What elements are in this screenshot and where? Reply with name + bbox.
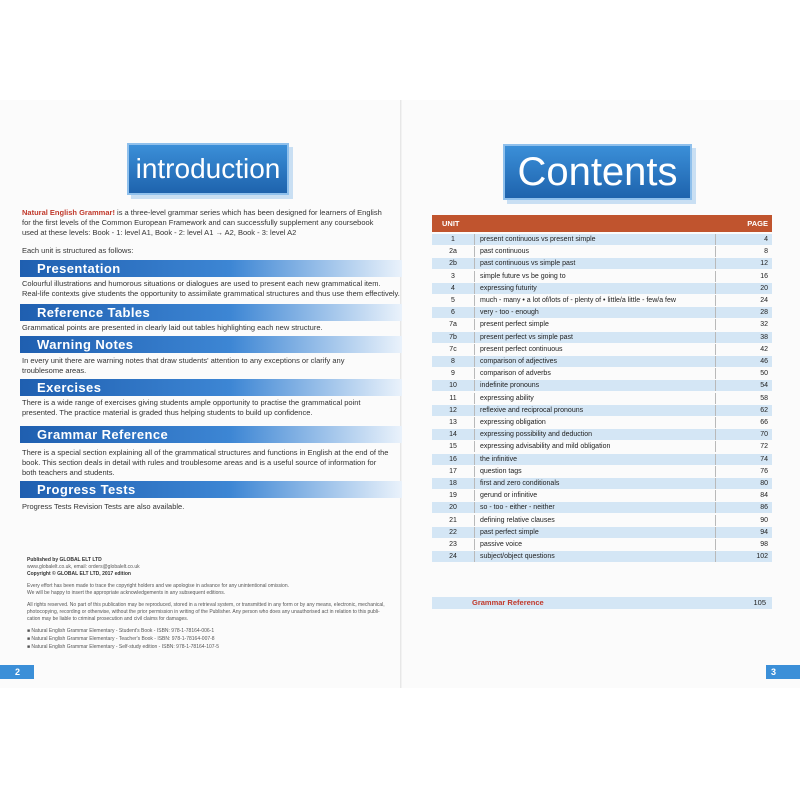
section-heading-warning-notes: Warning Notes — [20, 336, 402, 353]
toc-page: 32 — [760, 321, 768, 329]
section-text-presentation: Colourful illustrations and humorous situations or dialogues are used to present each new grammatical item. Real-life contexts give students the opportunity to assimilate grammatical structures and thus use them effectively. — [22, 279, 400, 298]
toc-topic: expressing futurity — [480, 284, 537, 292]
toc-row — [432, 271, 772, 282]
toc-page: 102 — [756, 553, 768, 561]
toc-row — [432, 393, 772, 404]
toc-topic: expressing advisability and mild obligation — [480, 443, 611, 451]
toc-topic: expressing possibility and deduction — [480, 431, 593, 439]
section-heading-presentation: Presentation — [20, 260, 402, 277]
toc-divider — [715, 307, 716, 318]
toc-row — [432, 405, 772, 416]
toc-unit: 19 — [449, 492, 457, 500]
toc-page: 70 — [760, 431, 768, 439]
toc-topic: gerund or infinitive — [480, 492, 538, 500]
toc-topic: present continuous vs present simple — [480, 236, 596, 243]
toc-row — [432, 539, 772, 550]
toc-topic: present perfect continuous — [480, 345, 563, 353]
toc-row — [432, 344, 772, 355]
section-heading-progress-tests: Progress Tests — [20, 481, 402, 498]
toc-row — [432, 234, 772, 245]
publisher-name: Published by GLOBAL ELT LTD — [27, 557, 102, 563]
toc-unit: 3 — [451, 272, 455, 280]
section-text-progress-tests: Progress Tests Revision Tests are also available. — [22, 502, 185, 511]
toc-row — [432, 490, 772, 501]
intro-line-1: is a three-level grammar series which has been designed for learners of English — [114, 208, 382, 217]
toc-topic: present perfect simple — [480, 321, 549, 329]
toc-unit: 24 — [449, 553, 457, 561]
toc-unit: 14 — [449, 431, 457, 439]
grammar-reference-page: 105 — [753, 598, 766, 607]
toc-row — [432, 258, 772, 269]
intro-line-2: for the first levels of the Common European Framework and can successfully supplement any coursebook — [22, 218, 374, 227]
toc-divider — [715, 539, 716, 550]
toc-topic: past continuous vs simple past — [480, 260, 576, 268]
toc-divider — [715, 332, 716, 343]
publisher-note-1: Every effort has been made to trace the copyright holders and we apologise in advance for any unintentional omission. — [27, 583, 290, 589]
publisher-note-2: We will be happy to insert the appropriate acknowledgements in any subsequent editions. — [27, 590, 226, 596]
toc-unit: 12 — [449, 406, 457, 414]
toc-unit: 18 — [449, 480, 457, 487]
toc-unit: 7b — [449, 333, 457, 341]
toc-unit: 10 — [449, 382, 457, 390]
toc-divider — [715, 246, 716, 257]
toc-page: 74 — [760, 455, 768, 463]
toc-unit: 5 — [451, 297, 455, 304]
publisher-web: www.globalelt.co.uk, email: orders@globalelt.co.uk — [27, 564, 140, 570]
section-text-grammar-reference: There is a special section explaining all of the grammatical structures and functions in English at the end of the book. This section deals in detail with rules and troublesome areas and is a useful source of information for both teachers and students. — [22, 448, 389, 477]
toc-row — [432, 515, 772, 526]
toc-divider — [474, 502, 475, 513]
toc-topic: question tags — [480, 467, 522, 475]
toc-topic: present perfect vs simple past — [480, 333, 573, 341]
toc-row — [432, 478, 772, 489]
toc-page: 58 — [760, 394, 768, 402]
toc-divider — [715, 454, 716, 465]
toc-row — [432, 429, 772, 440]
rights-line-2: photocopying, recording or otherwise, without the prior permission in writing of the Publisher. Any person who does any unauthorised act in relation to this publi- — [27, 609, 380, 615]
toc-divider — [474, 515, 475, 526]
toc-unit: 17 — [449, 467, 457, 475]
toc-topic: passive voice — [480, 541, 523, 548]
toc-divider — [715, 490, 716, 501]
toc-divider — [474, 405, 475, 416]
page-number-right: 3 — [766, 665, 800, 679]
toc-topic: indefinite pronouns — [480, 382, 540, 390]
toc-divider — [715, 344, 716, 355]
contents-title: Contents — [503, 144, 692, 200]
section-text-exercises: There is a wide range of exercises giving students ample opportunity to practise the grammatical point presented. The practice material is graded thus helping students to build up confidence. — [22, 398, 361, 417]
toc-page: 38 — [760, 333, 768, 341]
toc-divider — [715, 527, 716, 538]
toc-divider — [474, 332, 475, 343]
toc-row — [432, 527, 772, 538]
toc-divider — [715, 405, 716, 416]
toc-divider — [474, 356, 475, 367]
toc-divider — [474, 271, 475, 282]
toc-divider — [474, 344, 475, 355]
toc-page: 62 — [760, 406, 768, 414]
toc-row — [432, 307, 772, 318]
toc-page: 50 — [760, 370, 768, 378]
toc-page: 20 — [760, 284, 768, 292]
toc-unit: 23 — [449, 541, 457, 548]
section-heading-exercises: Exercises — [20, 379, 402, 396]
toc-page: 54 — [760, 382, 768, 390]
toc-unit: 13 — [449, 419, 457, 426]
toc-topic: past perfect simple — [480, 528, 539, 536]
toc-page: 94 — [760, 528, 768, 536]
structure-intro: Each unit is structured as follows: — [22, 246, 134, 255]
toc-page: 46 — [760, 358, 768, 365]
toc-row — [432, 502, 772, 513]
toc-unit: 4 — [451, 284, 455, 292]
toc-unit: 21 — [449, 516, 457, 524]
toc-page: 76 — [760, 467, 768, 475]
section-heading-grammar-reference: Grammar Reference — [20, 426, 402, 443]
toc-divider — [474, 490, 475, 501]
toc-row — [432, 283, 772, 294]
toc-divider — [474, 234, 475, 245]
toc-divider — [715, 429, 716, 440]
toc-row — [432, 356, 772, 367]
toc-unit: 2b — [449, 260, 457, 268]
toc-divider — [474, 551, 475, 562]
toc-divider — [715, 234, 716, 245]
toc-page: 86 — [760, 504, 768, 512]
toc-divider — [474, 429, 475, 440]
toc-unit: 15 — [449, 443, 457, 451]
toc-divider — [474, 283, 475, 294]
toc-row — [432, 380, 772, 391]
toc-page: 84 — [760, 492, 768, 500]
toc-header-unit: UNIT — [442, 219, 460, 228]
toc-topic: expressing ability — [480, 394, 534, 402]
toc-divider — [715, 368, 716, 379]
rights-line-1: All rights reserved. No part of this publication may be reproduced, stored in a retrieval system, or transmitted in any form or by any means, electronic, mechanical, — [27, 602, 385, 608]
toc-page: 98 — [760, 541, 768, 548]
toc-unit: 6 — [451, 309, 455, 317]
section-text-reference-tables: Grammatical points are presented in clearly laid out tables highlighting each new structure. — [22, 323, 323, 332]
section-heading-reference-tables: Reference Tables — [20, 304, 402, 321]
toc-row — [432, 441, 772, 452]
toc-page: 42 — [760, 345, 768, 353]
toc-unit: 16 — [449, 455, 457, 463]
toc-unit: 2a — [449, 248, 457, 256]
toc-topic: comparison of adjectives — [480, 358, 558, 365]
toc-topic: much - many • a lot of/lots of - plenty of • little/a little - few/a few — [480, 297, 676, 304]
toc-unit: 11 — [449, 394, 457, 402]
toc-divider — [715, 515, 716, 526]
toc-divider — [715, 258, 716, 269]
toc-divider — [715, 441, 716, 452]
toc-divider — [474, 307, 475, 318]
toc-divider — [715, 393, 716, 404]
toc-topic: the infinitive — [480, 455, 517, 463]
brand-name: Natural English Grammar! — [22, 208, 115, 217]
toc-divider — [474, 539, 475, 550]
toc-divider — [474, 368, 475, 379]
toc-divider — [474, 441, 475, 452]
toc-unit: 1 — [451, 236, 455, 243]
toc-divider — [715, 466, 716, 477]
toc-topic: defining relative clauses — [480, 516, 555, 524]
isbn-line-2: ■ Natural English Grammar Elementary - Teacher's Book - ISBN: 978-1-78164-007-8 — [27, 636, 215, 642]
toc-page: 4 — [764, 236, 768, 243]
toc-header-page: PAGE — [747, 219, 768, 228]
toc-divider — [715, 478, 716, 489]
toc-divider — [474, 319, 475, 330]
toc-header — [432, 215, 772, 232]
toc-topic: subject/object questions — [480, 553, 555, 561]
toc-divider — [474, 417, 475, 428]
toc-topic: expressing obligation — [480, 419, 546, 426]
toc-unit: 22 — [449, 528, 457, 536]
isbn-line-3: ■ Natural English Grammar Elementary - Self-study edition - ISBN: 978-1-78164-107-5 — [27, 644, 219, 650]
toc-topic: first and zero conditionals — [480, 480, 560, 487]
toc-row — [432, 319, 772, 330]
toc-page: 66 — [760, 419, 768, 426]
toc-row — [432, 295, 772, 306]
toc-divider — [715, 502, 716, 513]
toc-topic: reflexive and reciprocal pronouns — [480, 406, 584, 414]
toc-divider — [474, 246, 475, 257]
toc-page: 90 — [760, 516, 768, 524]
toc-unit: 7c — [449, 345, 457, 353]
toc-divider — [474, 478, 475, 489]
introduction-title: introduction — [127, 143, 289, 195]
toc-row — [432, 368, 772, 379]
toc-page: 8 — [764, 248, 768, 256]
toc-divider — [474, 393, 475, 404]
toc-divider — [715, 319, 716, 330]
toc-divider — [474, 527, 475, 538]
toc-row — [432, 466, 772, 477]
toc-divider — [715, 295, 716, 306]
toc-grammar-reference-row — [432, 597, 772, 609]
toc-unit: 8 — [451, 358, 455, 365]
toc-page: 28 — [760, 309, 768, 317]
toc-topic: comparison of adverbs — [480, 370, 551, 378]
toc-divider — [715, 380, 716, 391]
intro-paragraph — [22, 208, 397, 238]
toc-divider — [715, 283, 716, 294]
toc-row — [432, 417, 772, 428]
toc-topic: past continuous — [480, 248, 530, 256]
toc-row — [432, 332, 772, 343]
toc-divider — [474, 454, 475, 465]
toc-page: 12 — [760, 260, 768, 268]
toc-topic: very - too - enough — [480, 309, 539, 317]
toc-page: 80 — [760, 480, 768, 487]
toc-row — [432, 454, 772, 465]
toc-unit: 7a — [449, 321, 457, 329]
page-number-left: 2 — [0, 665, 34, 679]
toc-page: 16 — [760, 272, 768, 280]
toc-page: 24 — [760, 297, 768, 304]
toc-divider — [474, 380, 475, 391]
toc-divider — [715, 551, 716, 562]
toc-divider — [715, 271, 716, 282]
toc-divider — [474, 258, 475, 269]
toc-topic: simple future vs be going to — [480, 272, 566, 280]
toc-topic: so - too - either - neither — [480, 504, 555, 512]
rights-line-3: cation may be liable to criminal prosecution and civil claims for damages. — [27, 616, 189, 622]
toc-divider — [715, 356, 716, 367]
grammar-reference-label: Grammar Reference — [472, 598, 544, 607]
toc-row — [432, 551, 772, 562]
toc-unit: 20 — [449, 504, 457, 512]
toc-divider — [474, 466, 475, 477]
toc-page: 72 — [760, 443, 768, 451]
intro-line-3: used at these levels: Book - 1: level A1, Book - 2: level A1 → A2, Book - 3: level A2 — [22, 228, 297, 237]
section-text-warning-notes: In every unit there are warning notes that draw students' attention to any exceptions or clarify any troublesome areas. — [22, 356, 345, 375]
toc-divider — [715, 417, 716, 428]
toc-unit: 9 — [451, 370, 455, 378]
toc-divider — [474, 295, 475, 306]
toc-row — [432, 246, 772, 257]
publisher-copyright: Copyright © GLOBAL ELT LTD, 2017 edition — [27, 571, 131, 577]
isbn-line-1: ■ Natural English Grammar Elementary - Student's Book - ISBN: 978-1-78164-006-1 — [27, 628, 215, 634]
